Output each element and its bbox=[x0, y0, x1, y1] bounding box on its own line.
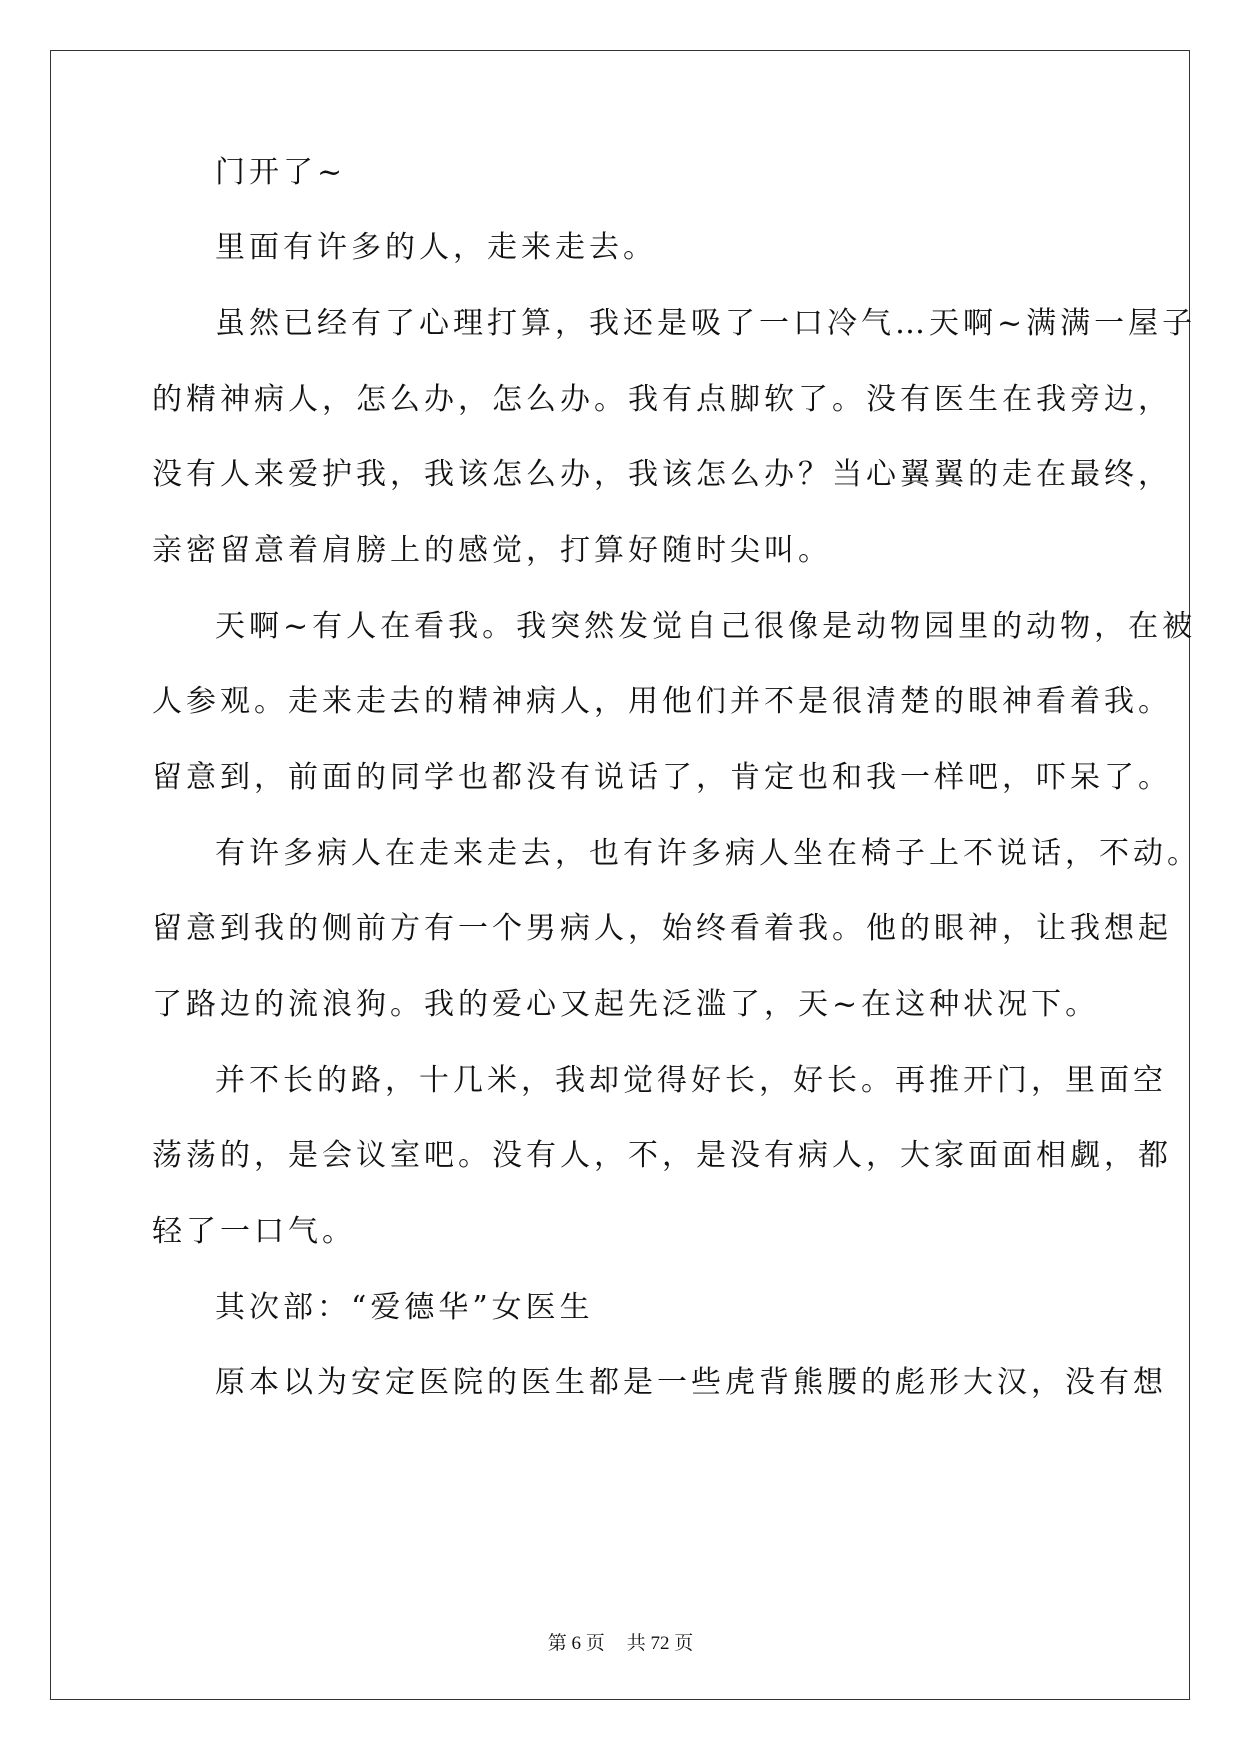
paragraph-line: 并不长的路，十几米，我却觉得好长，好长。再推开门，里面空 bbox=[215, 1063, 1167, 1098]
paragraph-line: 人参观。走来走去的精神病人，用他们并不是很清楚的眼神看着我。 bbox=[152, 684, 1172, 719]
paragraph-line: 的精神病人，怎么办，怎么办。我有点脚软了。没有医生在我旁边， bbox=[152, 382, 1172, 417]
paragraph-line: 轻了一口气。 bbox=[152, 1214, 356, 1249]
paragraph-line: 了路边的流浪狗。我的爱心又起先泛滥了，天~在这种状况下。 bbox=[152, 987, 1100, 1022]
page-total: 共 72 页 bbox=[626, 1633, 694, 1654]
paragraph-line: 亲密留意着肩膀上的感觉，打算好随时尖叫。 bbox=[152, 533, 832, 568]
paragraph-line: 荡荡的，是会议室吧。没有人，不，是没有病人，大家面面相觑，都 bbox=[152, 1138, 1172, 1173]
page-number: 第 6 页 bbox=[547, 1633, 605, 1654]
paragraph-line: 原本以为安定医院的医生都是一些虎背熊腰的彪形大汉，没有想 bbox=[215, 1365, 1167, 1400]
paragraph-line: 留意到，前面的同学也都没有说话了，肯定也和我一样吧，吓呆了。 bbox=[152, 760, 1172, 795]
paragraph-line: 门开了~ bbox=[215, 155, 347, 190]
paragraph-line: 有许多病人在走来走去，也有许多病人坐在椅子上不说话，不动。 bbox=[215, 836, 1201, 871]
section-heading: 其次部：“爱德华”女医生 bbox=[215, 1290, 594, 1325]
paragraph-line: 里面有许多的人，走来走去。 bbox=[215, 230, 657, 265]
paragraph-line: 留意到我的侧前方有一个男病人，始终看着我。他的眼神，让我想起 bbox=[152, 911, 1172, 946]
paragraph-line: 天啊~有人在看我。我突然发觉自己很像是动物园里的动物，在被 bbox=[215, 609, 1197, 644]
paragraph-line: 虽然已经有了心理打算，我还是吸了一口冷气…天啊~满满一屋子 bbox=[215, 306, 1197, 341]
paragraph-line: 没有人来爱护我，我该怎么办，我该怎么办？当心翼翼的走在最终， bbox=[152, 457, 1172, 492]
page-border bbox=[50, 50, 1190, 1700]
page-footer bbox=[0, 1628, 1241, 1655]
